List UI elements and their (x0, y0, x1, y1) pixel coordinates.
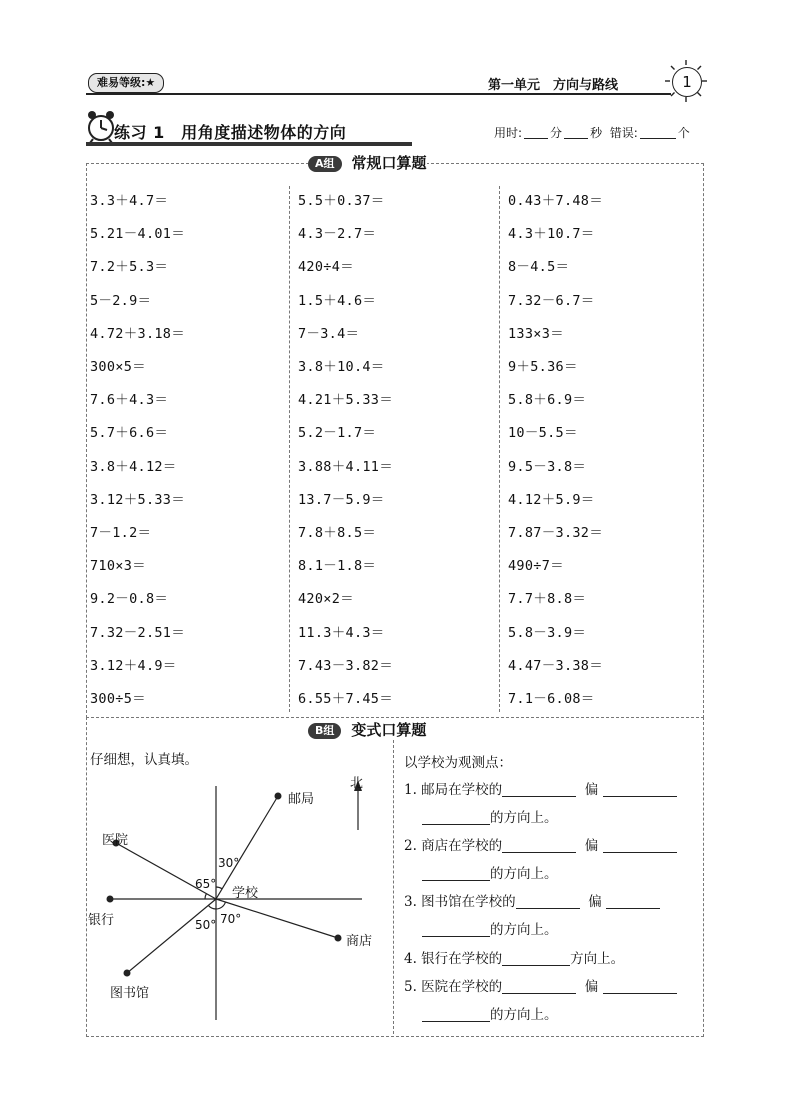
problem-item: 10－5.5＝ (508, 425, 578, 442)
question-2-blank-1[interactable] (502, 852, 576, 853)
problem-item: 5.8＋6.9＝ (508, 392, 587, 409)
question-1-blank-2[interactable] (603, 796, 677, 797)
question-2-line-1 (404, 834, 677, 854)
question-3-text-c: 的方向上。 (490, 922, 558, 938)
unit-title: 第一单元 方向与路线 (488, 78, 619, 93)
problem-item: 5.5＋0.37＝ (298, 193, 385, 209)
problem-item: 5.7＋6.6＝ (90, 425, 169, 442)
question-3-blank-3[interactable] (422, 936, 490, 937)
question-2-text-a: 2. 商店在学校的 (404, 838, 503, 854)
problem-item: 133×3＝ (508, 325, 564, 342)
difficulty-badge: 难易等级:★ (88, 73, 164, 93)
question-2-line-2 (422, 862, 558, 882)
page-number: 1 (672, 67, 702, 97)
second-label: 秒 (590, 126, 603, 140)
problem-item: 4.21＋5.33＝ (298, 392, 394, 409)
column-divider-1 (289, 186, 290, 712)
problem-item: 7.87－3.32＝ (508, 525, 604, 541)
question-1-line-1 (404, 778, 677, 798)
question-1-line-2 (422, 806, 558, 826)
library-dot (124, 970, 131, 977)
school-label: 学校 (232, 886, 259, 901)
question-2-text-c: 的方向上。 (490, 866, 558, 882)
problem-item: 4.3＋10.7＝ (508, 226, 595, 243)
problem-item: 8.1－1.8＝ (298, 558, 377, 575)
header-rule (86, 93, 671, 95)
angle-store-label: 70° (220, 912, 242, 926)
error-unit: 个 (677, 126, 690, 140)
problem-item: 3.3＋4.7＝ (90, 193, 169, 209)
question-3-line-1 (404, 890, 660, 910)
question-2-blank-2[interactable] (603, 852, 677, 853)
problem-item: 9.2－0.8＝ (90, 591, 169, 608)
problem-item: 7.43－3.82＝ (298, 657, 394, 674)
question-1-blank-3[interactable] (422, 824, 490, 825)
problem-item: 0.43＋7.48＝ (508, 193, 604, 209)
arc-store (216, 902, 226, 909)
problem-item: 420×2＝ (298, 591, 354, 608)
arc-hospital (205, 894, 206, 899)
problem-item: 3.8＋4.12＝ (90, 458, 177, 475)
group-a-header (308, 153, 427, 173)
problem-item: 11.3＋4.3＝ (298, 624, 385, 641)
question-5-blank-1[interactable] (502, 993, 576, 994)
problem-item: 710×3＝ (90, 558, 146, 575)
problem-item: 5－2.9＝ (90, 292, 152, 309)
problem-item: 8－4.5＝ (508, 259, 570, 276)
time-record (494, 124, 690, 141)
post-office-dot (275, 793, 282, 800)
question-1-blank-1[interactable] (502, 796, 576, 797)
question-3-text-b: 偏 (588, 894, 602, 910)
problem-item: 4.72＋3.18＝ (90, 325, 186, 342)
question-5-blank-3[interactable] (422, 1021, 490, 1022)
question-2-text-b: 偏 (584, 838, 599, 854)
question-5-text-b: 偏 (584, 979, 599, 995)
arc-post (216, 887, 222, 889)
problem-item: 5.2－1.7＝ (298, 425, 377, 442)
question-4-text-b: 方向上。 (570, 951, 625, 967)
error-label: 错误: (609, 126, 638, 140)
group-b-pill: B组 (308, 723, 341, 739)
problem-item: 7.32－2.51＝ (90, 624, 186, 641)
angle-hospital-label: 65° (195, 877, 217, 891)
problem-item: 7.1－6.08＝ (508, 691, 595, 707)
group-b-divider (393, 740, 394, 1034)
north-label: 北 (350, 776, 364, 791)
group-b-header (308, 720, 426, 740)
hospital-label: 医院 (102, 833, 129, 848)
group-a-pill: A组 (308, 156, 342, 172)
error-blank[interactable] (640, 138, 676, 139)
store-dot (335, 935, 342, 942)
instruction: 仔细想，认真填。 (90, 752, 198, 768)
question-1-text-c: 的方向上。 (490, 810, 558, 826)
questions-intro: 以学校为观测点： (404, 755, 512, 771)
question-4-text-a: 4. 银行在学校的 (404, 951, 503, 967)
problem-item: 3.12＋5.33＝ (90, 491, 186, 508)
problem-item: 4.12＋5.9＝ (508, 491, 595, 508)
question-5-blank-2[interactable] (603, 993, 677, 994)
question-3-text-a: 3. 图书馆在学校的 (404, 894, 516, 910)
arc-library (208, 905, 216, 909)
store-label: 商店 (346, 934, 373, 949)
problem-item: 490÷7＝ (508, 558, 564, 575)
question-5-line-1 (404, 975, 677, 995)
bank-label: 银行 (88, 913, 115, 928)
library-label: 图书馆 (110, 986, 150, 1001)
group-b-title: 变式口算题 (351, 721, 427, 739)
problem-item: 300÷5＝ (90, 691, 146, 707)
column-divider-2 (499, 186, 500, 712)
lesson-title-underline (86, 142, 412, 146)
problem-item: 9.5－3.8＝ (508, 458, 587, 475)
problem-item: 7.32－6.7＝ (508, 292, 595, 309)
question-5-text-c: 的方向上。 (490, 1007, 558, 1023)
problem-item: 1.5＋4.6＝ (298, 292, 377, 309)
problem-item: 4.3－2.7＝ (298, 226, 377, 243)
question-5-line-2 (422, 1003, 558, 1023)
problem-item: 420÷4＝ (298, 259, 354, 276)
question-4-blank-1[interactable] (502, 965, 570, 966)
problem-item: 9＋5.36＝ (508, 359, 578, 375)
question-1-text-b: 偏 (584, 782, 599, 798)
problem-item: 7－1.2＝ (90, 525, 152, 541)
question-4-line-1 (404, 947, 624, 967)
alarm-clock-icon (84, 108, 118, 144)
minute-label: 分 (550, 126, 563, 140)
problem-item: 7.6＋4.3＝ (90, 392, 169, 409)
problem-item: 3.88＋4.11＝ (298, 458, 394, 475)
problem-item: 7.8＋8.5＝ (298, 525, 377, 541)
minute-blank[interactable] (524, 138, 548, 139)
problem-item: 7.2＋5.3＝ (90, 259, 169, 276)
angle-post-label: 30° (218, 856, 240, 870)
group-a-title: 常规口算题 (351, 154, 427, 172)
question-3-line-2 (422, 918, 558, 938)
question-2-blank-3[interactable] (422, 880, 490, 881)
problem-item: 5.21－4.01＝ (90, 226, 186, 243)
problem-item: 5.8－3.9＝ (508, 624, 587, 641)
problem-item: 7－3.4＝ (298, 325, 360, 342)
problem-item: 4.47－3.38＝ (508, 657, 604, 674)
second-blank[interactable] (564, 138, 588, 139)
question-1-text-a: 1. 邮局在学校的 (404, 782, 503, 798)
post-office-label: 邮局 (288, 792, 315, 807)
problem-item: 3.12＋4.9＝ (90, 657, 177, 674)
question-3-blank-2[interactable] (606, 908, 660, 909)
question-5-text-a: 5. 医院在学校的 (404, 979, 503, 995)
angle-library-label: 50° (195, 918, 217, 932)
lesson-title: 练习 1 用角度描述物体的方向 (114, 123, 347, 142)
problem-item: 13.7－5.9＝ (298, 491, 385, 508)
line-to-library (127, 899, 216, 973)
problem-item: 6.55＋7.45＝ (298, 691, 394, 707)
question-3-blank-1[interactable] (516, 908, 580, 909)
bank-dot (107, 896, 114, 903)
problem-item: 7.7＋8.8＝ (508, 591, 587, 608)
problem-item: 300×5＝ (90, 359, 146, 375)
time-label: 用时: (494, 126, 523, 140)
problem-item: 3.8＋10.4＝ (298, 359, 385, 375)
